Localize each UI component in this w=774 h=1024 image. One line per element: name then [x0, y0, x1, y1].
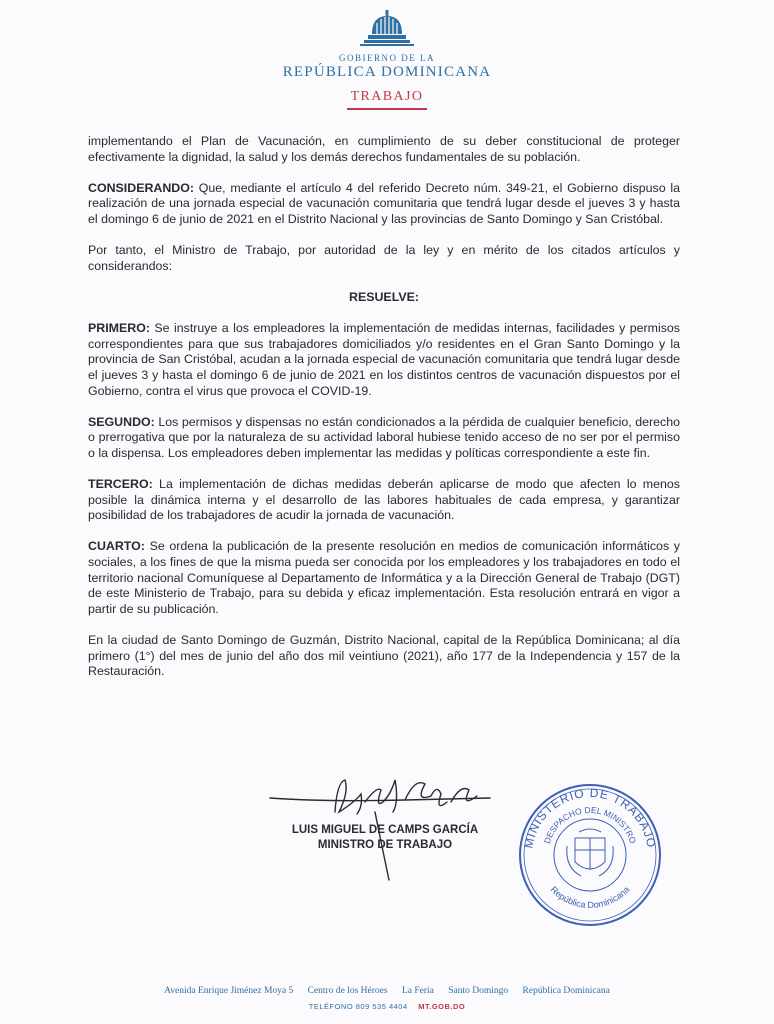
- primero-text: Se instruye a los empleadores la implementación de medidas internas, facilidades y permisos correspondientes para que sus trabajadores domiciliados y/o residentes en el Gran Santo Domingo y la provincia de San Cristóbal, acudan a la jornada especial de vacunación comunitaria que tendrá lugar desde el jueves 3 y hasta el domingo 6 de junio de 2021 en los distintos centros de vacunación dispuestos por el Gobierno, contra el virus que provoca el COVID-19.: [88, 321, 680, 398]
- por-tanto-paragraph: Por tanto, el Ministro de Trabajo, por autoridad de la ley y en mérito de los citados artículos y considerandos:: [88, 243, 680, 273]
- segundo-paragraph: [88, 415, 680, 462]
- footer-address: [0, 986, 774, 996]
- coat-of-arms-icon: [567, 829, 613, 876]
- primero-paragraph: [88, 321, 680, 399]
- signer-block: [285, 823, 485, 853]
- cuarto-label: CUARTO:: [88, 539, 145, 554]
- segundo-label: SEGUNDO:: [88, 414, 155, 429]
- cuarto-paragraph: [88, 539, 680, 617]
- footer-contact: [0, 1002, 774, 1011]
- segundo-text: Los permisos y dispensas no están condicionados a la pérdida de cualquier beneficio, derecho o prerrogativa que por la naturaleza de su actividad laboral hubiese tenido acceso de no ser por el permiso o la dispensa. Los empleadores deben implementar las medidas y políticas correspondiente a este fin.: [88, 414, 680, 460]
- government-label: GOBIERNO DE LA: [339, 53, 435, 63]
- address-city: Santo Domingo: [448, 986, 509, 996]
- national-palace-dome-icon: [360, 8, 414, 52]
- footer-phone: TELÉFONO 809 535 4404: [308, 1002, 408, 1011]
- signer-title: MINISTRO DE TRABAJO: [317, 839, 453, 851]
- country-name: REPÚBLICA DOMINICANA: [282, 64, 492, 80]
- primero-label: PRIMERO:: [88, 321, 150, 336]
- tercero-label: TERCERO:: [88, 477, 153, 492]
- considerando-label: CONSIDERANDO:: [88, 180, 195, 195]
- intro-paragraph: implementando el Plan de Vacunación, en cumplimiento de su deber constitucional de proteger efectivamente la dignidad, la salud y los demás derechos fundamentales de su población.: [88, 134, 680, 164]
- resolution-body: [88, 134, 680, 695]
- official-seal: [515, 780, 665, 930]
- resuelve-heading: RESUELVE:: [349, 289, 419, 304]
- ministry-name: TRABAJO: [347, 89, 428, 110]
- seal-bottom-text: República Dominicana: [548, 884, 632, 911]
- closing-paragraph: En la ciudad de Santo Domingo de Guzmán, Distrito Nacional, capital de la República Dominicana; al día primero (1°) del mes de junio del año dos mil veintiuno (2021), año 177 de la Independencia y 157 de la Restauración.: [88, 633, 680, 679]
- address-area: La Feria: [401, 986, 434, 996]
- footer: [0, 986, 774, 1011]
- tercero-text: La implementación de dichas medidas deberán aplicarse de modo que afecten lo menos posible la dinámica interna y el desarrollo de las labores habituales de cada empresa, y garantizar posibilidad de los trabajadores de acudir la jornada de vacunación.: [88, 477, 680, 523]
- address-country: República Dominicana: [522, 986, 610, 996]
- address-sector: Centro de los Héroes: [307, 986, 388, 996]
- considerando-text: Que, mediante el artículo 4 del referido Decreto núm. 349-21, el Gobierno dispuso la realización de una jornada especial de vacunación comunitaria que tendrá lugar desde el jueves 3 y hasta el domingo 6 de junio de 2021 en el Distrito Nacional y las provincias de Santo Domingo y San Cristóbal.: [88, 180, 680, 226]
- address-street: Avenida Enrique Jiménez Moya 5: [164, 986, 294, 996]
- letterhead: [0, 8, 774, 110]
- considerando-paragraph: [88, 181, 680, 228]
- tercero-paragraph: [88, 477, 680, 524]
- signer-name: LUIS MIGUEL DE CAMPS GARCÍA: [291, 824, 479, 836]
- seal-inner-text: DESPACHO DEL MINISTRO: [541, 804, 639, 845]
- footer-website: MT.GOB.DO: [418, 1002, 466, 1011]
- seal-outer-text: MINISTERIO DE TRABAJO: [521, 785, 659, 850]
- cuarto-text: Se ordena la publicación de la presente resolución en medios de comunicación informáticos y sociales, a los fines de que la misma pueda ser conocida por los empleadores y los trabajadores en todo el territorio nacional Comuníquese al Departamento de Informática y a la Dirección General de Trabajo (DGT) de este Ministerio de Trabajo, para su debida y eficaz implementación. Esta resolución entrará en vigor a partir de su publicación.: [88, 539, 680, 616]
